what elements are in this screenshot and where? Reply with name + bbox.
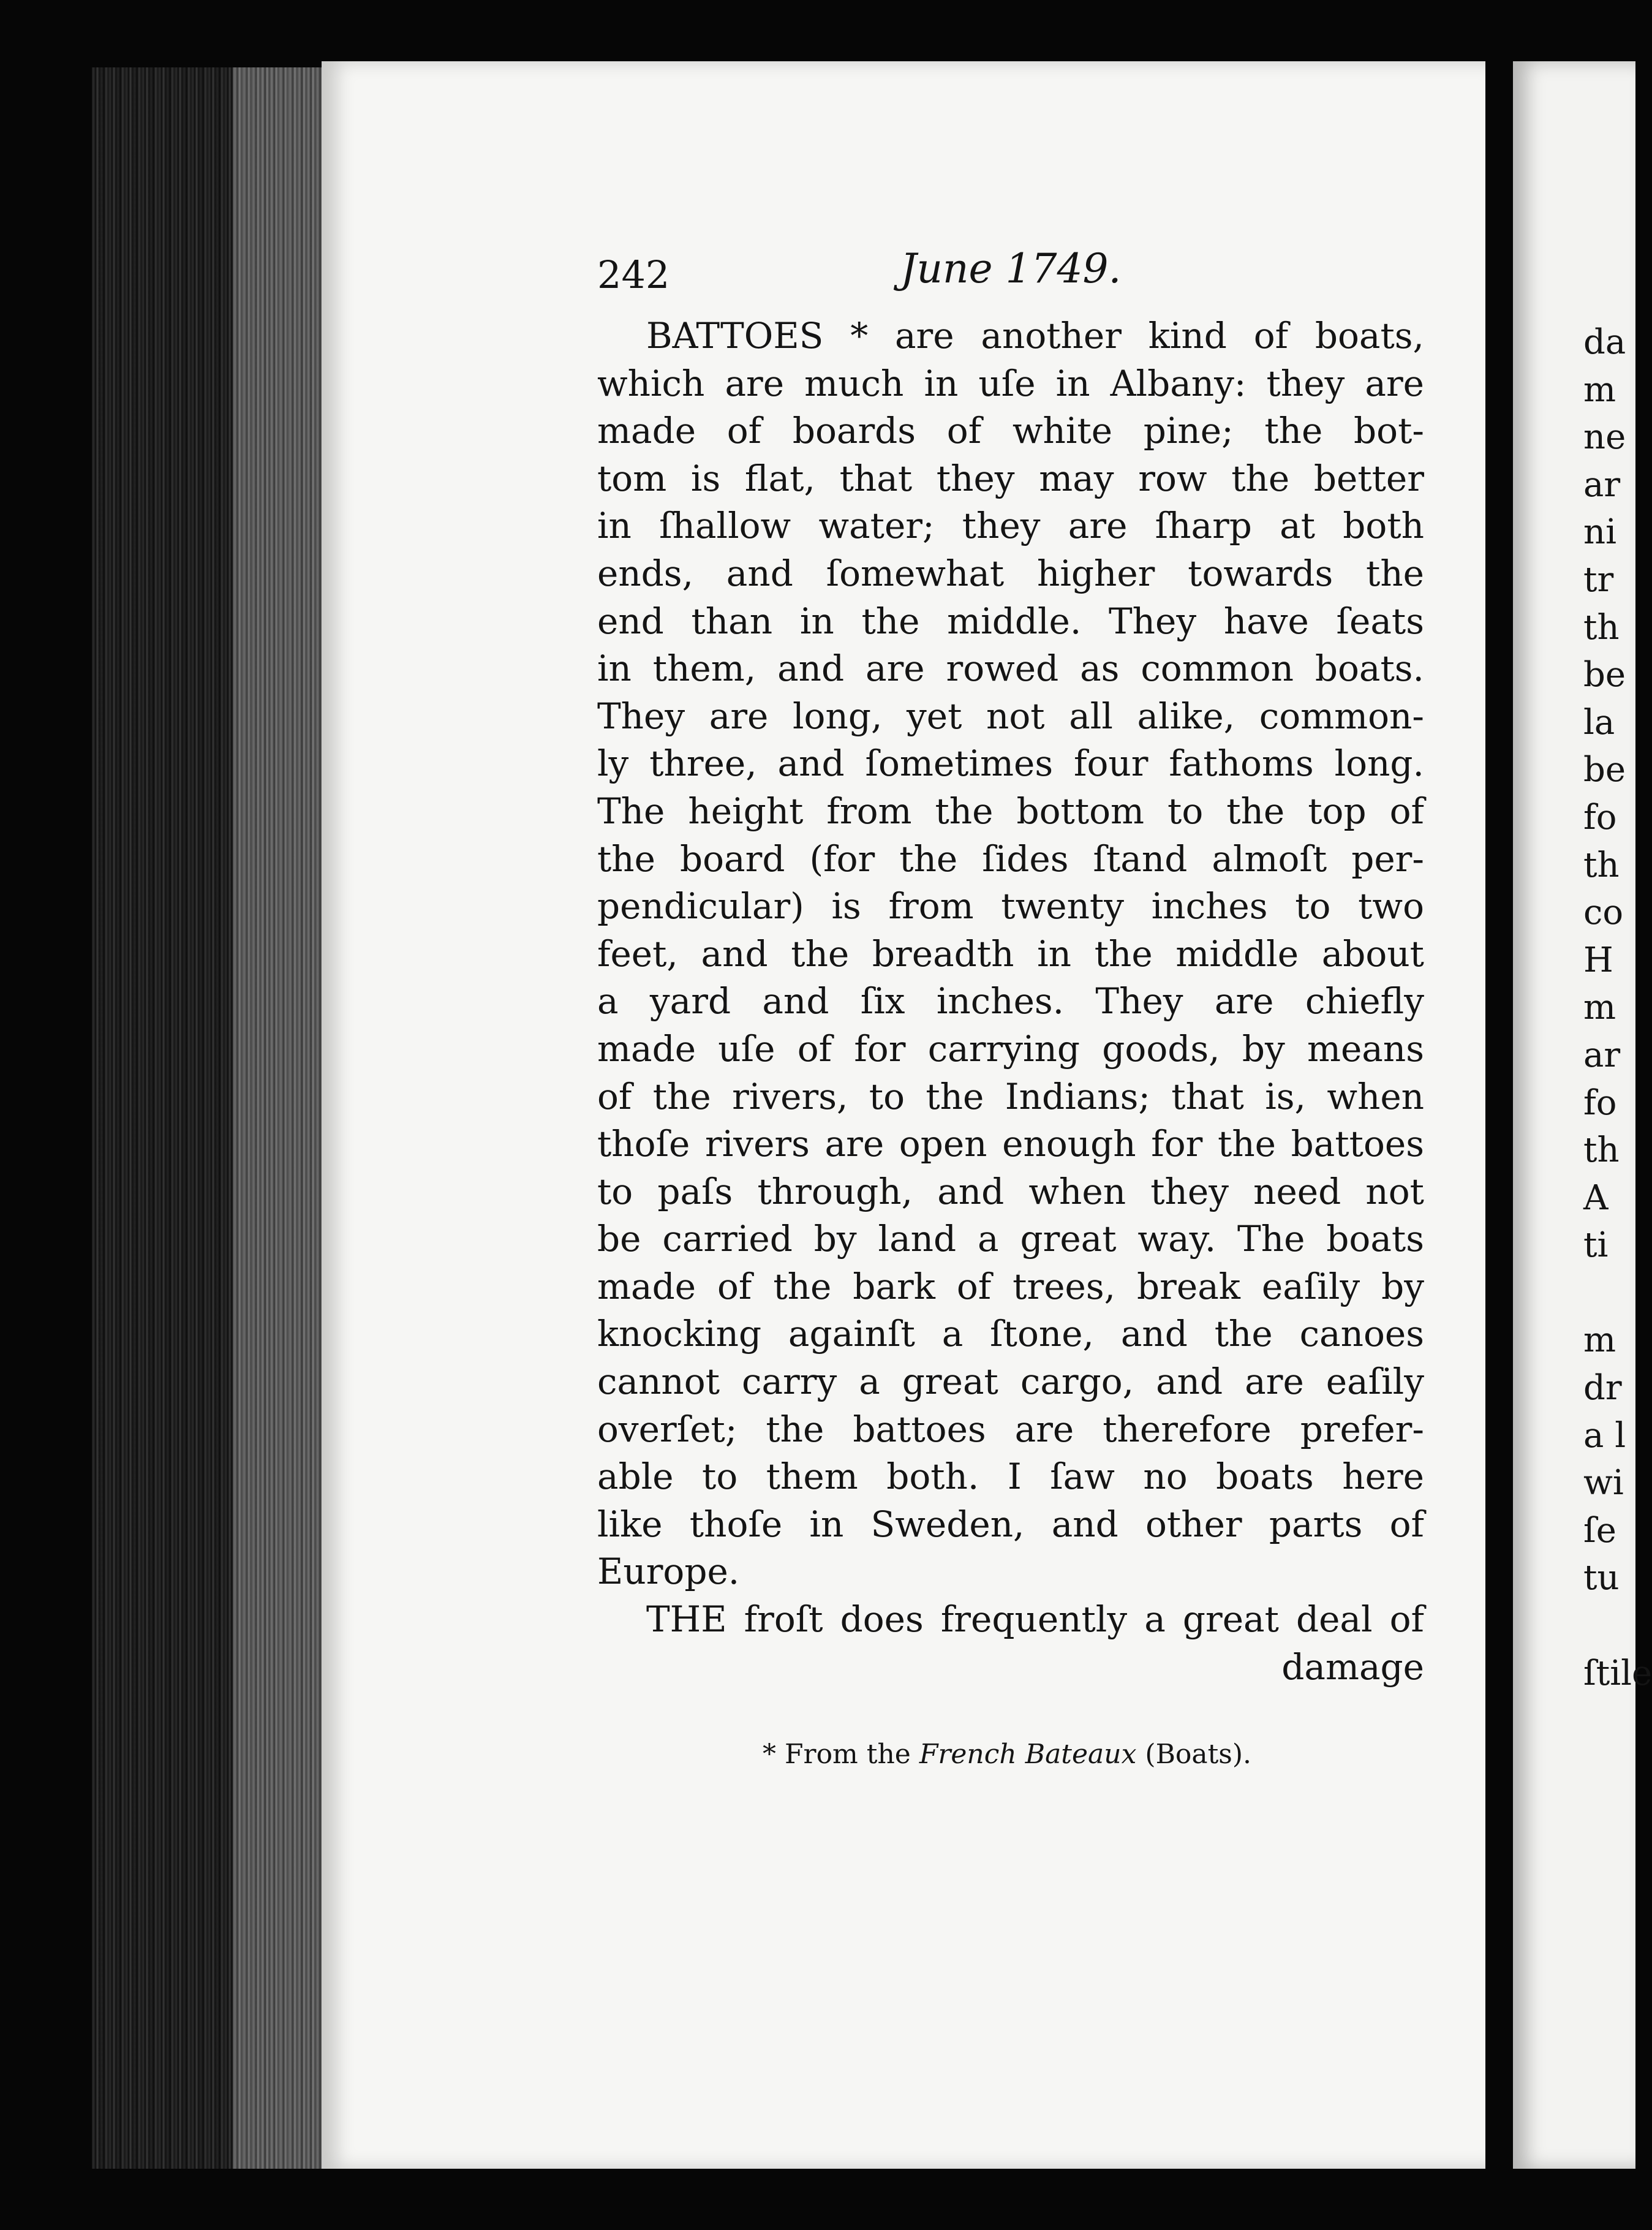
text-line: made uſe of for carrying goods, by means [597,1027,1424,1070]
text-line: which are much in uſe in Albany: they are [597,362,1424,404]
footnote-italic: French Bateaux [919,1739,1137,1770]
facing-page-fragment: th [1583,607,1620,648]
page-header [597,245,1424,312]
text-line: Europe. [597,1551,740,1593]
facing-page-fragment: th [1583,1130,1620,1171]
paragraph-battoes [597,312,1424,1596]
paragraph-frost [597,1596,1424,1691]
facing-page-fragment [1583,1602,1652,1650]
text-line: a yard and ſix inches. They are chiefly [597,980,1424,1022]
text-line: They are long, yet not all alike, common- [597,695,1424,737]
facing-page-fragment: be [1583,655,1626,695]
facing-page-fragment: m [1583,369,1616,410]
facing-page-fragment: da [1583,322,1626,362]
facing-page-fragment: th [1583,845,1620,885]
facing-page-fragment: H [1583,940,1613,980]
text-line: overſet; the battoes are therefore prefer- [597,1408,1424,1450]
facing-page-fragment: tu [1583,1558,1620,1598]
facing-page-fragment: fo [1583,1083,1617,1123]
text-line: in them, and are rowed as common boats. [597,648,1424,690]
facing-page-fragment [1583,1269,1652,1317]
text-line: thoſe rivers are open enough for the battoes [597,1123,1424,1165]
text-line: damage [1281,1646,1424,1688]
text-line: tom is flat, that they may row the better [597,457,1424,499]
running-title: June 1749. [900,245,1122,292]
text-line: in ſhallow water; they are ſharp at both [597,505,1424,547]
text-line: cannot carry a great cargo, and are eaſily [597,1361,1424,1403]
text-line: feet, and the breadth in the middle about [597,932,1424,975]
facing-page-fragment: A [1583,1177,1609,1218]
text-line: end than in the middle. They have ſeats [597,600,1424,642]
text-line: to paſs through, and when they need not [597,1170,1424,1212]
facing-page-fragment: ar [1583,464,1621,505]
page-edges-highlight [233,67,325,2169]
facing-page-fragment: m [1583,988,1616,1028]
text-line: pendicular) is from twenty inches to two [597,885,1424,928]
text-line: knocking againſt a ſtone, and the canoes [597,1313,1424,1355]
facing-page-fragment: ſe [1583,1510,1616,1551]
facing-page-fragment: ſtile [1583,1653,1652,1693]
page-number: 242 [597,252,670,297]
text-line: made of the bark of trees, break eaſily by [597,1265,1424,1307]
facing-page-fragment: fo [1583,797,1617,837]
facing-page-fragments [1583,319,1652,1697]
facing-page-fragment: ti [1583,1225,1609,1266]
text-line: THE froſt does frequently a great deal of [646,1598,1424,1641]
text-line: of the rivers, to the Indians; that is, when [597,1075,1424,1117]
text-line: made of boards of white pine; the bot- [597,410,1424,452]
text-line: able to them both. I ſaw no boats here [597,1456,1424,1498]
facing-page-fragment: a l [1583,1415,1626,1456]
page-edges [92,67,325,2169]
footnote-marker: * [763,1739,776,1770]
text-line: the board (for the ſides ſtand almoſt per- [597,837,1424,880]
facing-page-fragment: wi [1583,1463,1624,1503]
facing-page-fragment: tr [1583,559,1614,600]
text-line: ly three, and ſometimes four fathoms long. [597,743,1424,785]
facing-page-fragment: dr [1583,1368,1622,1408]
facing-page-fragment: ne [1583,417,1626,458]
facing-page-fragment: be [1583,750,1626,790]
text-line: like thoſe in Sweden, and other parts of [597,1503,1424,1545]
footnote-prefix: From the [785,1739,911,1770]
text-line: BATTOES * are another kind of boats, [646,315,1424,357]
footnote-suffix: (Boats). [1145,1739,1252,1770]
facing-page-fragment: ni [1583,512,1616,553]
facing-page-fragment: la [1583,702,1615,743]
text-line: The height from the bottom to the top of [597,790,1424,832]
facing-page-fragment: co [1583,893,1624,933]
facing-page-fragment: ar [1583,1035,1621,1075]
text-line: ends, and ſomewhat higher towards the [597,552,1424,594]
page-text-block [597,245,1424,1691]
text-line: be carried by land a great way. The boats [597,1218,1424,1260]
facing-page-fragment: m [1583,1320,1616,1361]
footnote [763,1739,1251,1770]
